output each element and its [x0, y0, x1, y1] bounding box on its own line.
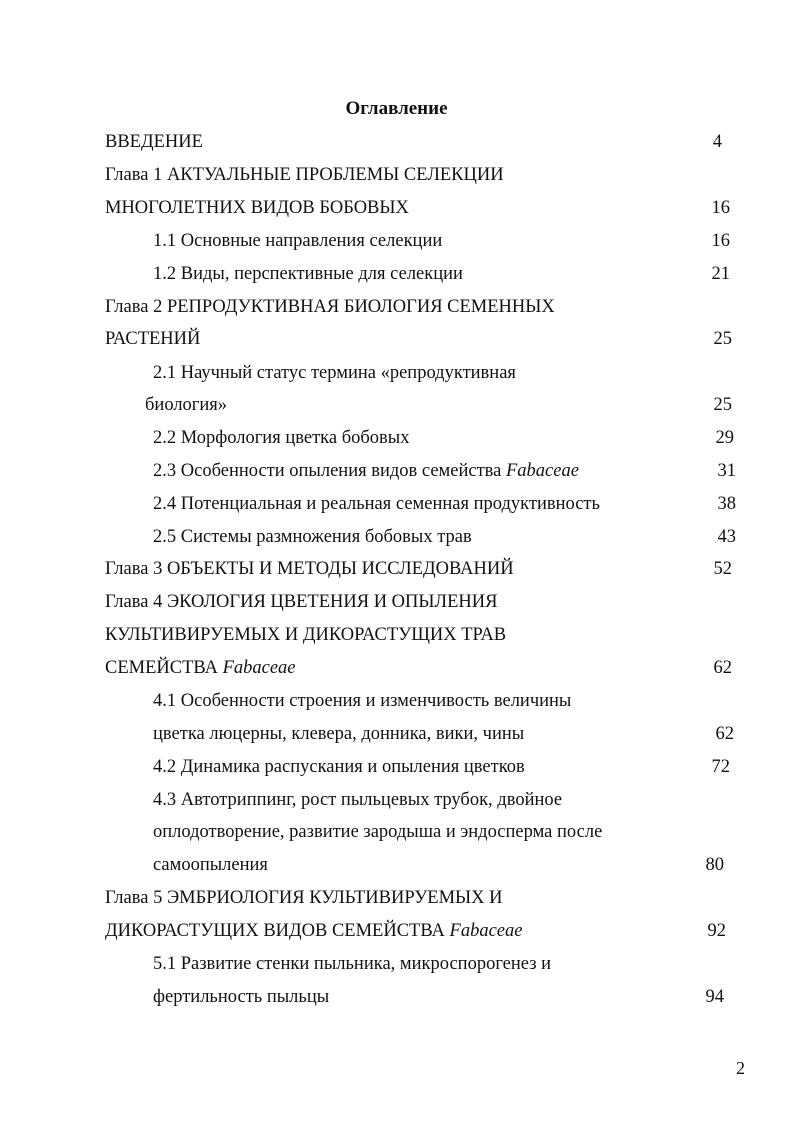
toc-title: Оглавление: [345, 98, 448, 119]
toc-entry: МНОГОЛЕТНИХ ВИДОВ БОБОВЫХ: [105, 198, 409, 218]
toc-entry: 2.4 Потенциальная и реальная семенная продуктивность: [153, 494, 600, 514]
toc-entry: оплодотворение, развитие зародыша и эндосперма после: [153, 822, 603, 842]
toc-entry: КУЛЬТИВИРУЕМЫХ И ДИКОРАСТУЩИХ ТРАВ: [105, 625, 507, 645]
toc-page-number: 25: [713, 395, 732, 415]
toc-entry: ДИКОРАСТУЩИХ ВИДОВ СЕМЕЙСТВА Fabaceae: [105, 921, 523, 941]
toc-entry: 2.2 Морфология цветка бобовых: [153, 428, 410, 448]
toc-entry: 4.2 Динамика распускания и опыления цветков: [153, 757, 525, 777]
toc-entry: цветка люцерны, клевера, донника, вики, чины: [153, 724, 525, 744]
toc-page-number: 80: [705, 855, 724, 875]
toc-page-number: 43: [717, 527, 736, 547]
toc-entry: биология»: [145, 395, 228, 415]
toc-page-number: 52: [713, 559, 732, 579]
toc-entry: 1.2 Виды, перспективные для селекции: [153, 264, 463, 284]
toc-page-number: 62: [715, 724, 734, 744]
toc-page-number: 31: [717, 461, 736, 481]
toc-entry: 5.1 Развитие стенки пыльника, микроспорогенез и: [153, 954, 552, 974]
toc-entry: фертильность пыльцы: [153, 987, 330, 1007]
page-number: 2: [736, 1058, 745, 1078]
toc-page-number: 16: [711, 231, 730, 251]
toc-entry: 4.3 Автотриппинг, рост пыльцевых трубок, двойное: [153, 790, 563, 810]
toc-entry: СЕМЕЙСТВА Fabaceae: [105, 658, 296, 678]
toc-page-number: 38: [717, 494, 736, 514]
toc-entry: 2.1 Научный статус термина «репродуктивная: [153, 363, 516, 383]
toc-page-number: 92: [707, 921, 726, 941]
toc-entry: 2.3 Особенности опыления видов семейства Fabaceae: [153, 461, 579, 481]
toc-entry: 4.1 Особенности строения и изменчивость величины: [153, 691, 572, 711]
toc-entry: Глава 1 АКТУАЛЬНЫЕ ПРОБЛЕМЫ СЕЛЕКЦИИ: [105, 165, 504, 185]
toc-entry: 2.5 Системы размножения бобовых трав: [153, 527, 472, 547]
toc-page-number: 16: [711, 198, 730, 218]
toc-page-number: 72: [711, 757, 730, 777]
toc-entry: Глава 5 ЭМБРИОЛОГИЯ КУЛЬТИВИРУЕМЫХ И: [105, 888, 503, 908]
toc-page-number: 21: [711, 264, 730, 284]
toc-entry: РАСТЕНИЙ: [105, 329, 201, 349]
toc-entry: Глава 4 ЭКОЛОГИЯ ЦВЕТЕНИЯ И ОПЫЛЕНИЯ: [105, 592, 498, 612]
toc-page-number: 94: [705, 987, 724, 1007]
toc-entry: самоопыления: [153, 855, 268, 875]
toc-entry: 1.1 Основные направления селекции: [153, 231, 443, 251]
toc-entry: Глава 2 РЕПРОДУКТИВНАЯ БИОЛОГИЯ СЕМЕННЫХ: [105, 297, 555, 317]
toc-page-number: 29: [715, 428, 734, 448]
toc-entry: Глава 3 ОБЪЕКТЫ И МЕТОДЫ ИССЛЕДОВАНИЙ: [105, 559, 514, 579]
toc-page-number: 4: [712, 132, 722, 152]
toc-page-number: 25: [713, 329, 732, 349]
toc-entry: ВВЕДЕНИЕ: [105, 132, 203, 152]
toc-page-number: 62: [713, 658, 732, 678]
